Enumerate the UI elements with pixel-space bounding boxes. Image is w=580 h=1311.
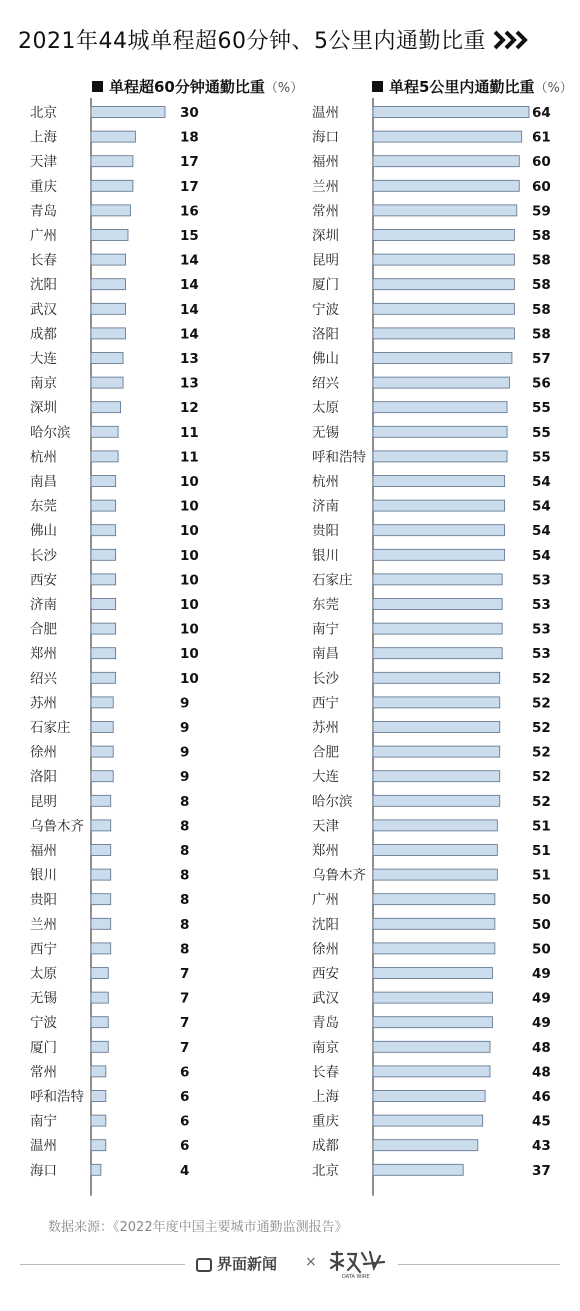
left-bar xyxy=(91,623,116,634)
left-category-label: 重庆 xyxy=(30,178,57,195)
right-bar xyxy=(373,131,522,142)
right-heading-unit: （%） xyxy=(534,81,573,96)
chart-title: 2021年44城单程超60分钟、5公里内通勤比重 xyxy=(18,29,486,54)
left-bar xyxy=(91,402,121,413)
right-value-label: 58 xyxy=(532,228,551,244)
right-value-label: 51 xyxy=(532,818,551,835)
left-bar xyxy=(91,1140,106,1151)
right-value-label: 45 xyxy=(532,1113,551,1130)
right-category-label: 青岛 xyxy=(312,1015,339,1032)
left-value-label: 14 xyxy=(180,277,199,294)
left-bar xyxy=(91,697,113,708)
left-bar xyxy=(91,476,116,487)
right-value-label: 58 xyxy=(532,326,551,343)
left-bar xyxy=(91,894,111,905)
right-bar xyxy=(373,697,500,708)
left-bar xyxy=(91,451,118,462)
left-category-label: 北京 xyxy=(30,105,57,121)
left-value-label: 8 xyxy=(180,916,190,933)
right-category-label: 洛阳 xyxy=(312,326,339,343)
left-category-label: 深圳 xyxy=(30,400,57,417)
left-bar xyxy=(91,353,123,364)
right-bar xyxy=(373,1017,492,1028)
left-value-label: 11 xyxy=(180,449,199,466)
right-category-label: 重庆 xyxy=(312,1113,339,1130)
left-category-label: 成都 xyxy=(30,326,57,343)
right-category-label: 哈尔滨 xyxy=(312,793,353,810)
right-value-label: 52 xyxy=(532,793,551,810)
left-heading-unit: （%） xyxy=(264,81,304,96)
right-bar xyxy=(373,894,495,905)
right-value-label: 54 xyxy=(532,523,551,540)
right-bar xyxy=(373,648,502,659)
jiemian-brand xyxy=(196,1253,277,1274)
left-value-label: 16 xyxy=(180,203,199,220)
left-bar xyxy=(91,525,116,536)
right-bar xyxy=(373,845,497,856)
right-category-label: 无锡 xyxy=(312,424,339,441)
left-value-label: 14 xyxy=(180,326,199,343)
right-category-label: 广州 xyxy=(312,892,339,909)
left-value-label: 8 xyxy=(180,867,190,884)
right-bar xyxy=(373,672,500,683)
right-category-label: 银川 xyxy=(312,547,339,564)
footer xyxy=(0,1250,580,1280)
right-bar xyxy=(373,402,507,413)
left-value-label: 17 xyxy=(180,178,199,195)
right-value-label: 55 xyxy=(532,424,551,441)
left-category-label: 大连 xyxy=(30,351,57,367)
right-category-label: 郑州 xyxy=(312,843,339,859)
left-value-label: 9 xyxy=(180,695,190,712)
right-category-label: 西安 xyxy=(312,966,339,982)
right-bar xyxy=(373,1091,485,1102)
right-category-label: 昆明 xyxy=(312,252,339,269)
right-value-label: 52 xyxy=(532,769,551,786)
right-value-label: 50 xyxy=(532,941,551,958)
right-value-label: 53 xyxy=(532,572,551,589)
right-bar xyxy=(373,426,507,437)
left-value-label: 10 xyxy=(180,670,199,687)
right-bar xyxy=(373,254,514,265)
right-bar xyxy=(373,230,514,241)
left-value-label: 7 xyxy=(180,966,190,982)
right-bar xyxy=(373,574,502,585)
left-category-label: 哈尔滨 xyxy=(30,424,71,441)
left-value-label: 13 xyxy=(180,375,199,392)
left-category-label: 武汉 xyxy=(30,301,57,318)
right-bar xyxy=(373,279,514,290)
left-category-label: 呼和浩特 xyxy=(30,1089,84,1105)
right-value-label: 58 xyxy=(532,252,551,269)
left-value-label: 10 xyxy=(180,498,199,515)
left-value-label: 10 xyxy=(180,474,199,490)
brand-name: 界面新闻 xyxy=(217,1255,278,1273)
jiemian-logo-icon xyxy=(196,1258,212,1272)
right-value-label: 54 xyxy=(532,498,551,515)
right-bar xyxy=(373,205,517,216)
left-bar xyxy=(91,1164,101,1175)
left-category-label: 合肥 xyxy=(30,621,57,638)
left-value-label: 6 xyxy=(180,1064,190,1081)
left-category-label: 海口 xyxy=(30,1162,57,1179)
left-value-label: 14 xyxy=(180,301,199,318)
right-bar xyxy=(373,303,514,314)
left-value-label: 8 xyxy=(180,892,190,909)
right-category-label: 合肥 xyxy=(312,744,339,761)
right-category-label: 北京 xyxy=(312,1162,339,1179)
footer-divider-left xyxy=(20,1264,185,1265)
right-value-label: 61 xyxy=(532,129,551,146)
left-value-label: 9 xyxy=(180,769,190,786)
right-value-label: 53 xyxy=(532,621,551,638)
right-category-label: 绍兴 xyxy=(312,375,339,392)
right-category-label: 徐州 xyxy=(312,941,339,958)
right-bar xyxy=(373,353,512,364)
left-value-label: 11 xyxy=(180,424,199,441)
left-bar xyxy=(91,156,133,167)
left-bar xyxy=(91,845,111,856)
left-bar xyxy=(91,180,133,191)
left-value-label: 7 xyxy=(180,1039,190,1056)
right-category-label: 太原 xyxy=(312,400,339,417)
right-bar xyxy=(373,1164,463,1175)
right-value-label: 57 xyxy=(532,351,551,367)
left-value-label: 12 xyxy=(180,400,199,417)
right-category-label: 西宁 xyxy=(312,695,339,712)
left-bar xyxy=(91,1066,106,1077)
left-bar xyxy=(91,992,108,1003)
right-bar xyxy=(373,180,519,191)
left-bar xyxy=(91,549,116,560)
left-category-label: 太原 xyxy=(30,966,57,982)
right-category-label: 天津 xyxy=(312,818,339,835)
left-value-label: 18 xyxy=(180,129,199,146)
left-category-label: 苏州 xyxy=(30,695,57,712)
left-category-label: 厦门 xyxy=(30,1039,57,1056)
left-bar xyxy=(91,918,111,929)
right-value-label: 58 xyxy=(532,277,551,294)
left-value-label: 4 xyxy=(180,1162,190,1179)
left-category-label: 济南 xyxy=(30,597,57,613)
left-value-label: 10 xyxy=(180,597,199,613)
right-bar xyxy=(373,820,497,831)
left-category-label: 长沙 xyxy=(30,547,57,564)
right-category-label: 大连 xyxy=(312,769,339,786)
right-value-label: 60 xyxy=(532,178,551,195)
left-category-label: 南昌 xyxy=(30,474,57,490)
right-value-label: 51 xyxy=(532,843,551,859)
left-value-label: 30 xyxy=(180,105,199,121)
right-category-label: 福州 xyxy=(312,154,339,171)
left-value-label: 10 xyxy=(180,523,199,540)
left-bar xyxy=(91,1091,106,1102)
right-value-label: 49 xyxy=(532,990,551,1007)
right-category-label: 呼和浩特 xyxy=(312,449,366,466)
right-category-label: 南宁 xyxy=(312,621,339,638)
right-category-label: 深圳 xyxy=(312,228,339,244)
left-value-label: 10 xyxy=(180,572,199,589)
left-value-label: 8 xyxy=(180,818,190,835)
right-category-label: 佛山 xyxy=(312,351,339,367)
right-value-label: 50 xyxy=(532,916,551,933)
left-value-label: 14 xyxy=(180,252,199,269)
left-bar xyxy=(91,1041,108,1052)
right-category-label: 杭州 xyxy=(312,474,339,490)
right-category-label: 温州 xyxy=(312,105,339,121)
left-category-label: 乌鲁木齐 xyxy=(30,818,84,835)
left-category-label: 青岛 xyxy=(30,203,57,220)
right-bar xyxy=(373,328,514,339)
left-bar xyxy=(91,820,111,831)
left-value-label: 10 xyxy=(180,547,199,564)
footer-divider-right xyxy=(398,1264,560,1265)
left-category-label: 杭州 xyxy=(30,449,57,466)
right-category-label: 兰州 xyxy=(312,178,339,195)
left-bar xyxy=(91,131,135,142)
right-category-label: 沈阳 xyxy=(312,916,339,933)
right-value-label: 60 xyxy=(532,154,551,171)
right-category-label: 石家庄 xyxy=(312,572,353,589)
left-category-label: 徐州 xyxy=(30,744,57,761)
left-bar xyxy=(91,968,108,979)
right-value-label: 43 xyxy=(532,1138,551,1155)
left-category-label: 广州 xyxy=(30,228,57,244)
left-bar xyxy=(91,1115,106,1126)
left-category-label: 昆明 xyxy=(30,793,57,810)
left-bar xyxy=(91,107,165,118)
right-bar xyxy=(373,549,505,560)
left-category-label: 温州 xyxy=(30,1138,57,1155)
right-bar xyxy=(373,451,507,462)
left-category-label: 贵阳 xyxy=(30,892,57,909)
left-category-label: 洛阳 xyxy=(30,769,57,786)
right-bar xyxy=(373,918,495,929)
right-category-label: 常州 xyxy=(312,203,339,220)
left-value-label: 8 xyxy=(180,941,190,958)
left-value-label: 9 xyxy=(180,720,190,736)
left-bar xyxy=(91,303,126,314)
shuju-logo-icon xyxy=(328,1250,388,1280)
left-bar xyxy=(91,230,128,241)
right-bar xyxy=(373,500,505,511)
right-bar xyxy=(373,156,519,167)
left-bar xyxy=(91,205,130,216)
left-category-label: 西安 xyxy=(30,572,57,589)
left-bar xyxy=(91,328,126,339)
left-category-label: 石家庄 xyxy=(30,720,71,736)
right-category-label: 东莞 xyxy=(312,597,339,613)
left-bar xyxy=(91,771,113,782)
right-value-label: 58 xyxy=(532,301,551,318)
left-value-label: 13 xyxy=(180,351,199,367)
brand2-subtitle: DATA WIRE xyxy=(342,1274,370,1280)
right-value-label: 49 xyxy=(532,1015,551,1032)
right-category-label: 济南 xyxy=(312,498,339,515)
right-value-label: 64 xyxy=(532,105,551,121)
right-category-label: 成都 xyxy=(312,1138,339,1155)
right-value-label: 50 xyxy=(532,892,551,909)
right-value-label: 37 xyxy=(532,1162,551,1179)
left-heading-text: 单程超60分钟通勤比重 xyxy=(109,78,265,96)
left-bar xyxy=(91,746,113,757)
left-bar xyxy=(91,795,111,806)
left-value-label: 17 xyxy=(180,154,199,171)
left-category-label: 无锡 xyxy=(30,990,57,1007)
left-bar xyxy=(91,377,123,388)
right-bar xyxy=(373,1140,478,1151)
left-category-label: 福州 xyxy=(30,843,57,859)
left-bar xyxy=(91,943,111,954)
left-value-label: 15 xyxy=(180,228,199,244)
right-category-label: 南昌 xyxy=(312,646,339,663)
left-category-label: 郑州 xyxy=(30,646,57,663)
right-category-label: 乌鲁木齐 xyxy=(312,867,366,884)
left-bar xyxy=(91,1017,108,1028)
right-value-label: 52 xyxy=(532,695,551,712)
right-bar xyxy=(373,968,492,979)
right-value-label: 49 xyxy=(532,966,551,982)
left-category-label: 上海 xyxy=(30,129,57,146)
right-value-label: 53 xyxy=(532,646,551,663)
left-category-label: 天津 xyxy=(30,154,57,171)
right-bar xyxy=(373,943,495,954)
left-category-label: 佛山 xyxy=(30,523,57,540)
right-value-label: 54 xyxy=(532,547,551,564)
right-category-label: 海口 xyxy=(312,129,339,146)
left-category-label: 南宁 xyxy=(30,1113,57,1130)
right-category-label: 南京 xyxy=(312,1039,339,1056)
left-category-label: 银川 xyxy=(30,867,57,884)
right-category-label: 长沙 xyxy=(312,670,339,687)
right-bar xyxy=(373,623,502,634)
left-bar xyxy=(91,279,126,290)
right-value-label: 55 xyxy=(532,400,551,417)
right-category-label: 武汉 xyxy=(312,990,339,1007)
left-category-label: 兰州 xyxy=(30,916,57,933)
right-bar xyxy=(373,1041,490,1052)
right-bar xyxy=(373,599,502,610)
brand-separator: × xyxy=(305,1254,317,1270)
right-value-label: 52 xyxy=(532,720,551,736)
right-bar xyxy=(373,795,500,806)
left-category-label: 沈阳 xyxy=(30,277,57,294)
right-bar xyxy=(373,771,500,782)
right-category-label: 宁波 xyxy=(312,301,339,318)
left-bar xyxy=(91,869,111,880)
left-category-label: 绍兴 xyxy=(30,670,57,687)
left-value-label: 6 xyxy=(180,1089,190,1105)
right-value-label: 53 xyxy=(532,597,551,613)
left-value-label: 6 xyxy=(180,1138,190,1155)
left-bar xyxy=(91,648,116,659)
left-value-label: 7 xyxy=(180,1015,190,1032)
left-bar xyxy=(91,574,116,585)
right-category-label: 上海 xyxy=(312,1089,339,1105)
left-category-label: 宁波 xyxy=(30,1015,57,1032)
right-value-label: 56 xyxy=(532,375,551,392)
right-category-label: 厦门 xyxy=(312,277,339,294)
right-bar xyxy=(373,746,500,757)
left-value-label: 10 xyxy=(180,646,199,663)
right-value-label: 54 xyxy=(532,474,551,490)
left-bar xyxy=(91,599,116,610)
left-category-label: 西宁 xyxy=(30,941,57,958)
left-value-label: 9 xyxy=(180,744,190,761)
right-value-label: 55 xyxy=(532,449,551,466)
right-value-label: 59 xyxy=(532,203,551,220)
left-bar xyxy=(91,426,118,437)
left-value-label: 10 xyxy=(180,621,199,638)
right-bar xyxy=(373,476,505,487)
right-category-label: 长春 xyxy=(312,1064,339,1081)
left-category-label: 长春 xyxy=(30,252,57,269)
left-value-label: 6 xyxy=(180,1113,190,1130)
left-bar xyxy=(91,722,113,733)
right-value-label: 46 xyxy=(532,1089,551,1105)
left-bar xyxy=(91,254,126,265)
right-value-label: 51 xyxy=(532,867,551,884)
right-value-label: 52 xyxy=(532,744,551,761)
left-value-label: 8 xyxy=(180,793,190,810)
left-category-label: 南京 xyxy=(30,375,57,392)
right-heading-text: 单程5公里内通勤比重 xyxy=(389,78,535,96)
right-bar xyxy=(373,377,510,388)
right-bar xyxy=(373,107,529,118)
left-category-label: 东莞 xyxy=(30,498,57,515)
left-value-label: 7 xyxy=(180,990,190,1007)
right-bar xyxy=(373,869,497,880)
right-bar xyxy=(373,722,500,733)
left-value-label: 8 xyxy=(180,843,190,859)
right-value-label: 48 xyxy=(532,1039,551,1056)
left-bar xyxy=(91,672,116,683)
right-bar xyxy=(373,992,492,1003)
right-bar xyxy=(373,525,505,536)
right-category-label: 贵阳 xyxy=(312,523,339,540)
right-value-label: 52 xyxy=(532,670,551,687)
left-category-label: 常州 xyxy=(30,1064,57,1081)
right-bar xyxy=(373,1066,490,1077)
right-bar xyxy=(373,1115,483,1126)
right-category-label: 苏州 xyxy=(312,720,339,736)
data-source: 数据来源：《2022年度中国主要城市通勤监测报告》 xyxy=(48,1220,348,1235)
left-bar xyxy=(91,500,116,511)
right-value-label: 48 xyxy=(532,1064,551,1081)
